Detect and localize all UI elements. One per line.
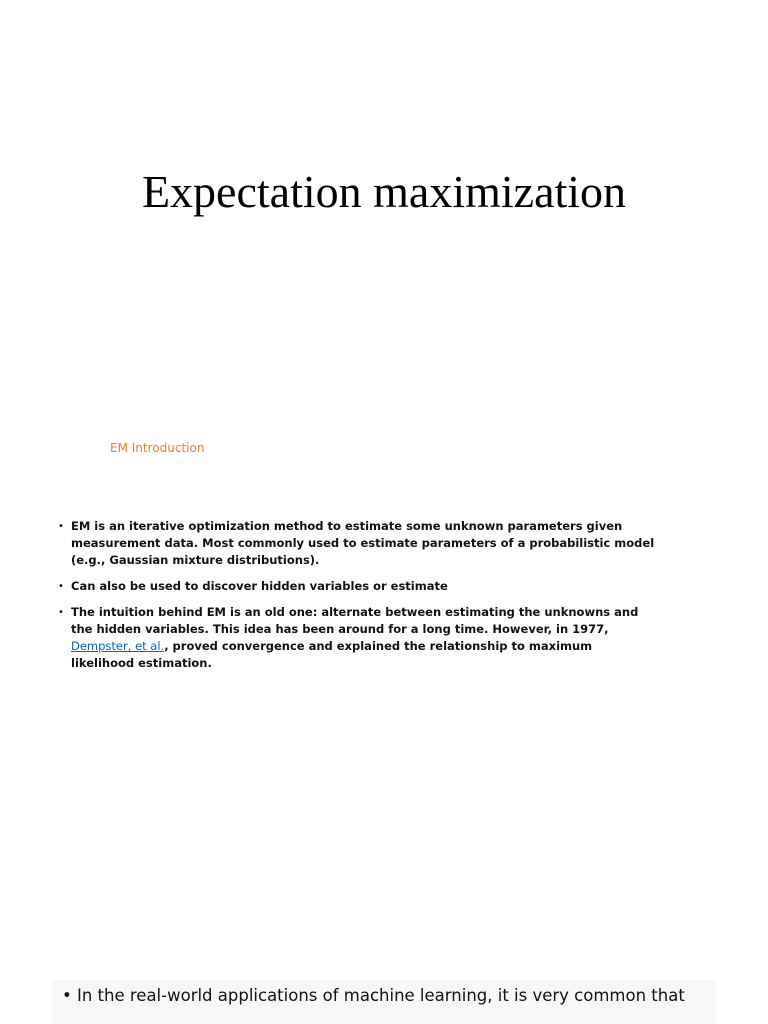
slide-title: Expectation maximization: [141, 166, 627, 217]
bullet-text: EM is an iterative optimization method to estimate some unknown parameters given measurement data. Most commonly used to estimate parameters of a probabilistic model (e.g., Gaussian mixture distributions).: [71, 519, 655, 567]
list-item: [58, 518, 658, 569]
list-item: [58, 604, 658, 672]
bullet-list: [58, 518, 658, 681]
dempster-citation-link[interactable]: Dempster, et al.: [71, 639, 165, 653]
bullet-icon: •: [62, 986, 72, 1005]
embedded-slide-snippet: [52, 980, 716, 1024]
snippet-line: [62, 985, 685, 1007]
list-item: [58, 578, 658, 595]
snippet-text: In the real-world applications of machine learning, it is very common that: [76, 986, 685, 1005]
bullet-text: Can also be used to discover hidden variables or estimate: [71, 579, 448, 593]
bullet-text-after-link: , proved convergence and explained the relationship to maximum likelihood estimation.: [71, 639, 593, 670]
bullet-text-before-link: The intuition behind EM is an old one: alternate between estimating the unknowns and the hidden variables. This idea has been around for a long time. However, in 1977,: [71, 605, 639, 636]
section-heading: EM Introduction: [110, 441, 205, 455]
bullet-icon: •: [58, 581, 64, 592]
bullet-icon: •: [58, 607, 64, 618]
bullet-icon: •: [58, 521, 64, 532]
